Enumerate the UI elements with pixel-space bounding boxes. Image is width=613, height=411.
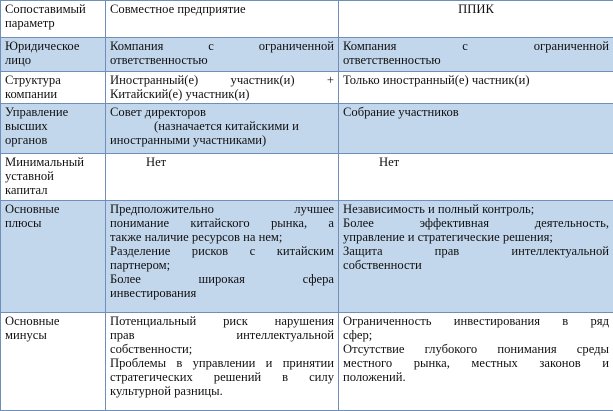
param-cell: Управление высших органов (1, 104, 106, 154)
header-row (1, 1, 613, 38)
param-cell: Минимальный уставной капитал (1, 154, 106, 201)
header-param: Сопоставимый параметр (1, 1, 106, 38)
jv-cell: Компания с ограниченной ответственностью (106, 38, 339, 72)
table-row (1, 104, 613, 154)
table-row (1, 38, 613, 72)
wfoe-cell: Независимость и полный контроль; Более эффективная деятельность, управление и стратегические решения; Защита прав интеллектуальной собственности (339, 201, 613, 313)
jv-cell: Совет директоров (назначается китайскими и иностранными участниками) (106, 104, 339, 154)
jv-cell: Предположительно лучшее понимание китайского рынка, а также наличие ресурсов на нем; Разделение рисков с китайским партнером; Более широкая сфера инвестирования (106, 201, 339, 313)
wfoe-cell: Собрание участников (339, 104, 613, 154)
param-cell: Основные плюсы (1, 201, 106, 313)
param-cell: Основные минусы (1, 313, 106, 411)
header-joint-venture: Совместное предприятие (106, 1, 339, 38)
table-row (1, 72, 613, 104)
jv-cell: Иностранный(е) участник(и) + Китайский(е) участник(и) (106, 72, 339, 104)
param-cell: Структура компании (1, 72, 106, 104)
wfoe-cell: Компания с ограниченной ответственностью (339, 38, 613, 72)
table-row (1, 154, 613, 201)
table-row (1, 313, 613, 411)
wfoe-cell: Нет (339, 154, 613, 201)
wfoe-cell: Ограниченность инвестирования в ряд сфер; Отсутствие глубокого понимания среды местного рынка, местных законов и положений. (339, 313, 613, 411)
param-cell: Юридическое лицо (1, 38, 106, 72)
table-row (1, 201, 613, 313)
jv-cell: Нет (106, 154, 339, 201)
wfoe-cell: Только иностранный(е) частник(и) (339, 72, 613, 104)
jv-cell: Потенциальный риск нарушения прав интеллектуальной собственности; Проблемы в управлении и принятии стратегических решений в силу культурной разницы. (106, 313, 339, 411)
header-wfoe: ППИК (339, 1, 613, 38)
